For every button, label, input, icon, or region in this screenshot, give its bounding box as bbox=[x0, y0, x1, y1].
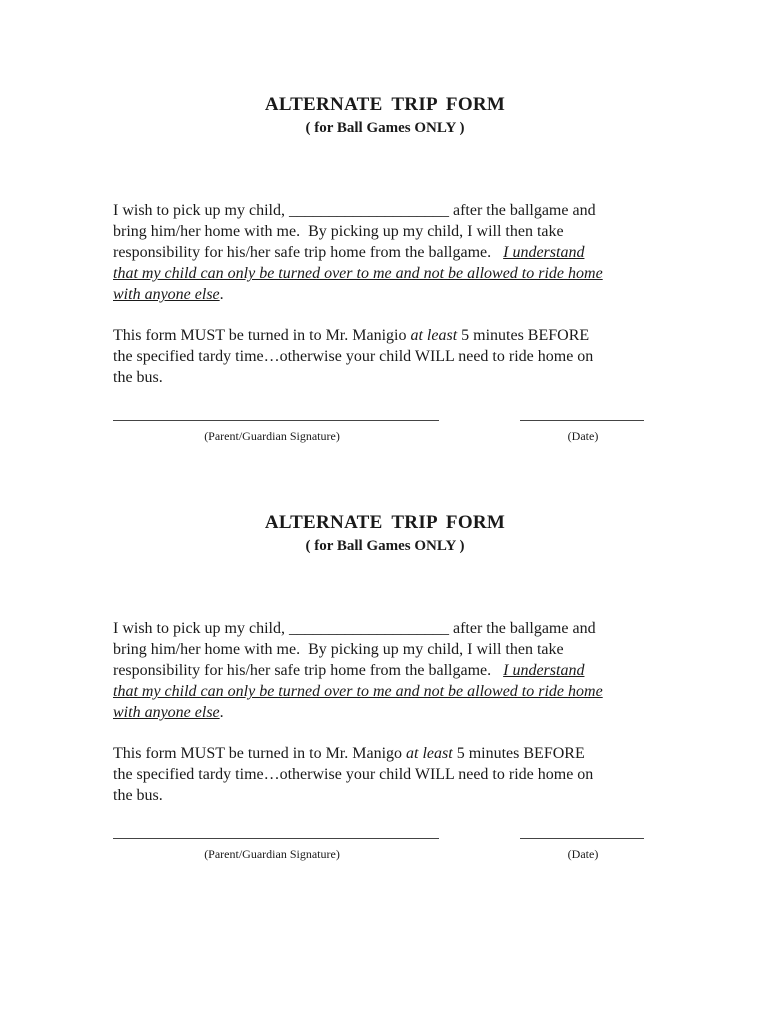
signature-label: (Parent/Guardian Signature) bbox=[204, 429, 340, 443]
understand-statement: that my child can only be turned over to me and not be allowed to ride home bbox=[113, 683, 603, 700]
paragraph-line bbox=[113, 660, 658, 681]
signature-line bbox=[113, 420, 439, 421]
paragraph-text: responsibility for his/her safe trip home from the ballgame. bbox=[113, 244, 504, 261]
paragraph-line bbox=[113, 743, 658, 764]
paragraph-text: 5 minutes BEFORE bbox=[457, 327, 590, 344]
form-subtitle: ( for Ball Games ONLY ) bbox=[305, 120, 465, 136]
paragraph-text: This form MUST be turned in to Mr. Manigo bbox=[113, 745, 407, 762]
instructions-paragraph bbox=[113, 325, 658, 388]
paragraph-line bbox=[113, 325, 658, 346]
paragraph-line: the bus. bbox=[113, 787, 163, 804]
paragraph-text: responsibility for his/her safe trip home from the ballgame. bbox=[113, 662, 504, 679]
paragraph-text: 5 minutes BEFORE bbox=[452, 745, 585, 762]
form-title: ALTERNATE TRIP FORM bbox=[264, 512, 506, 533]
paragraph-line: I wish to pick up my child, ____________________ after the ballgame and bbox=[113, 202, 596, 219]
understand-statement: that my child can only be turned over to me and not be allowed to ride home bbox=[113, 265, 603, 282]
paragraph-line bbox=[113, 284, 658, 305]
emphasis-text: at least bbox=[406, 745, 453, 762]
signature-line bbox=[113, 838, 439, 839]
paragraph-line: the bus. bbox=[113, 369, 163, 386]
paragraph-line: the specified tardy time…otherwise your child WILL need to ride home on bbox=[113, 348, 594, 365]
understand-statement: with anyone else bbox=[113, 704, 220, 721]
form-title: ALTERNATE TRIP FORM bbox=[264, 94, 506, 115]
understand-statement: I understand bbox=[503, 244, 585, 261]
pickup-paragraph bbox=[113, 200, 658, 305]
understand-statement: I understand bbox=[503, 662, 585, 679]
form-subtitle: ( for Ball Games ONLY ) bbox=[305, 538, 465, 554]
paragraph-line bbox=[113, 242, 658, 263]
paragraph-line: I wish to pick up my child, ____________________ after the ballgame and bbox=[113, 620, 596, 637]
date-line bbox=[520, 838, 644, 839]
paragraph-text: . bbox=[219, 286, 224, 303]
paragraph-line bbox=[113, 702, 658, 723]
paragraph-line: bring him/her home with me. By picking up my child, I will then take bbox=[113, 641, 564, 658]
paragraph-text: This form MUST be turned in to Mr. Manigio bbox=[113, 327, 411, 344]
understand-statement: with anyone else bbox=[113, 286, 220, 303]
date-line bbox=[520, 420, 644, 421]
pickup-paragraph bbox=[113, 618, 658, 723]
date-label: (Date) bbox=[567, 847, 599, 861]
date-label: (Date) bbox=[567, 429, 599, 443]
instructions-paragraph bbox=[113, 743, 658, 806]
paragraph-line: bring him/her home with me. By picking up my child, I will then take bbox=[113, 223, 564, 240]
signature-label: (Parent/Guardian Signature) bbox=[204, 847, 340, 861]
paragraph-text: . bbox=[219, 704, 224, 721]
emphasis-text: at least bbox=[410, 327, 458, 344]
paragraph-line: the specified tardy time…otherwise your child WILL need to ride home on bbox=[113, 766, 594, 783]
